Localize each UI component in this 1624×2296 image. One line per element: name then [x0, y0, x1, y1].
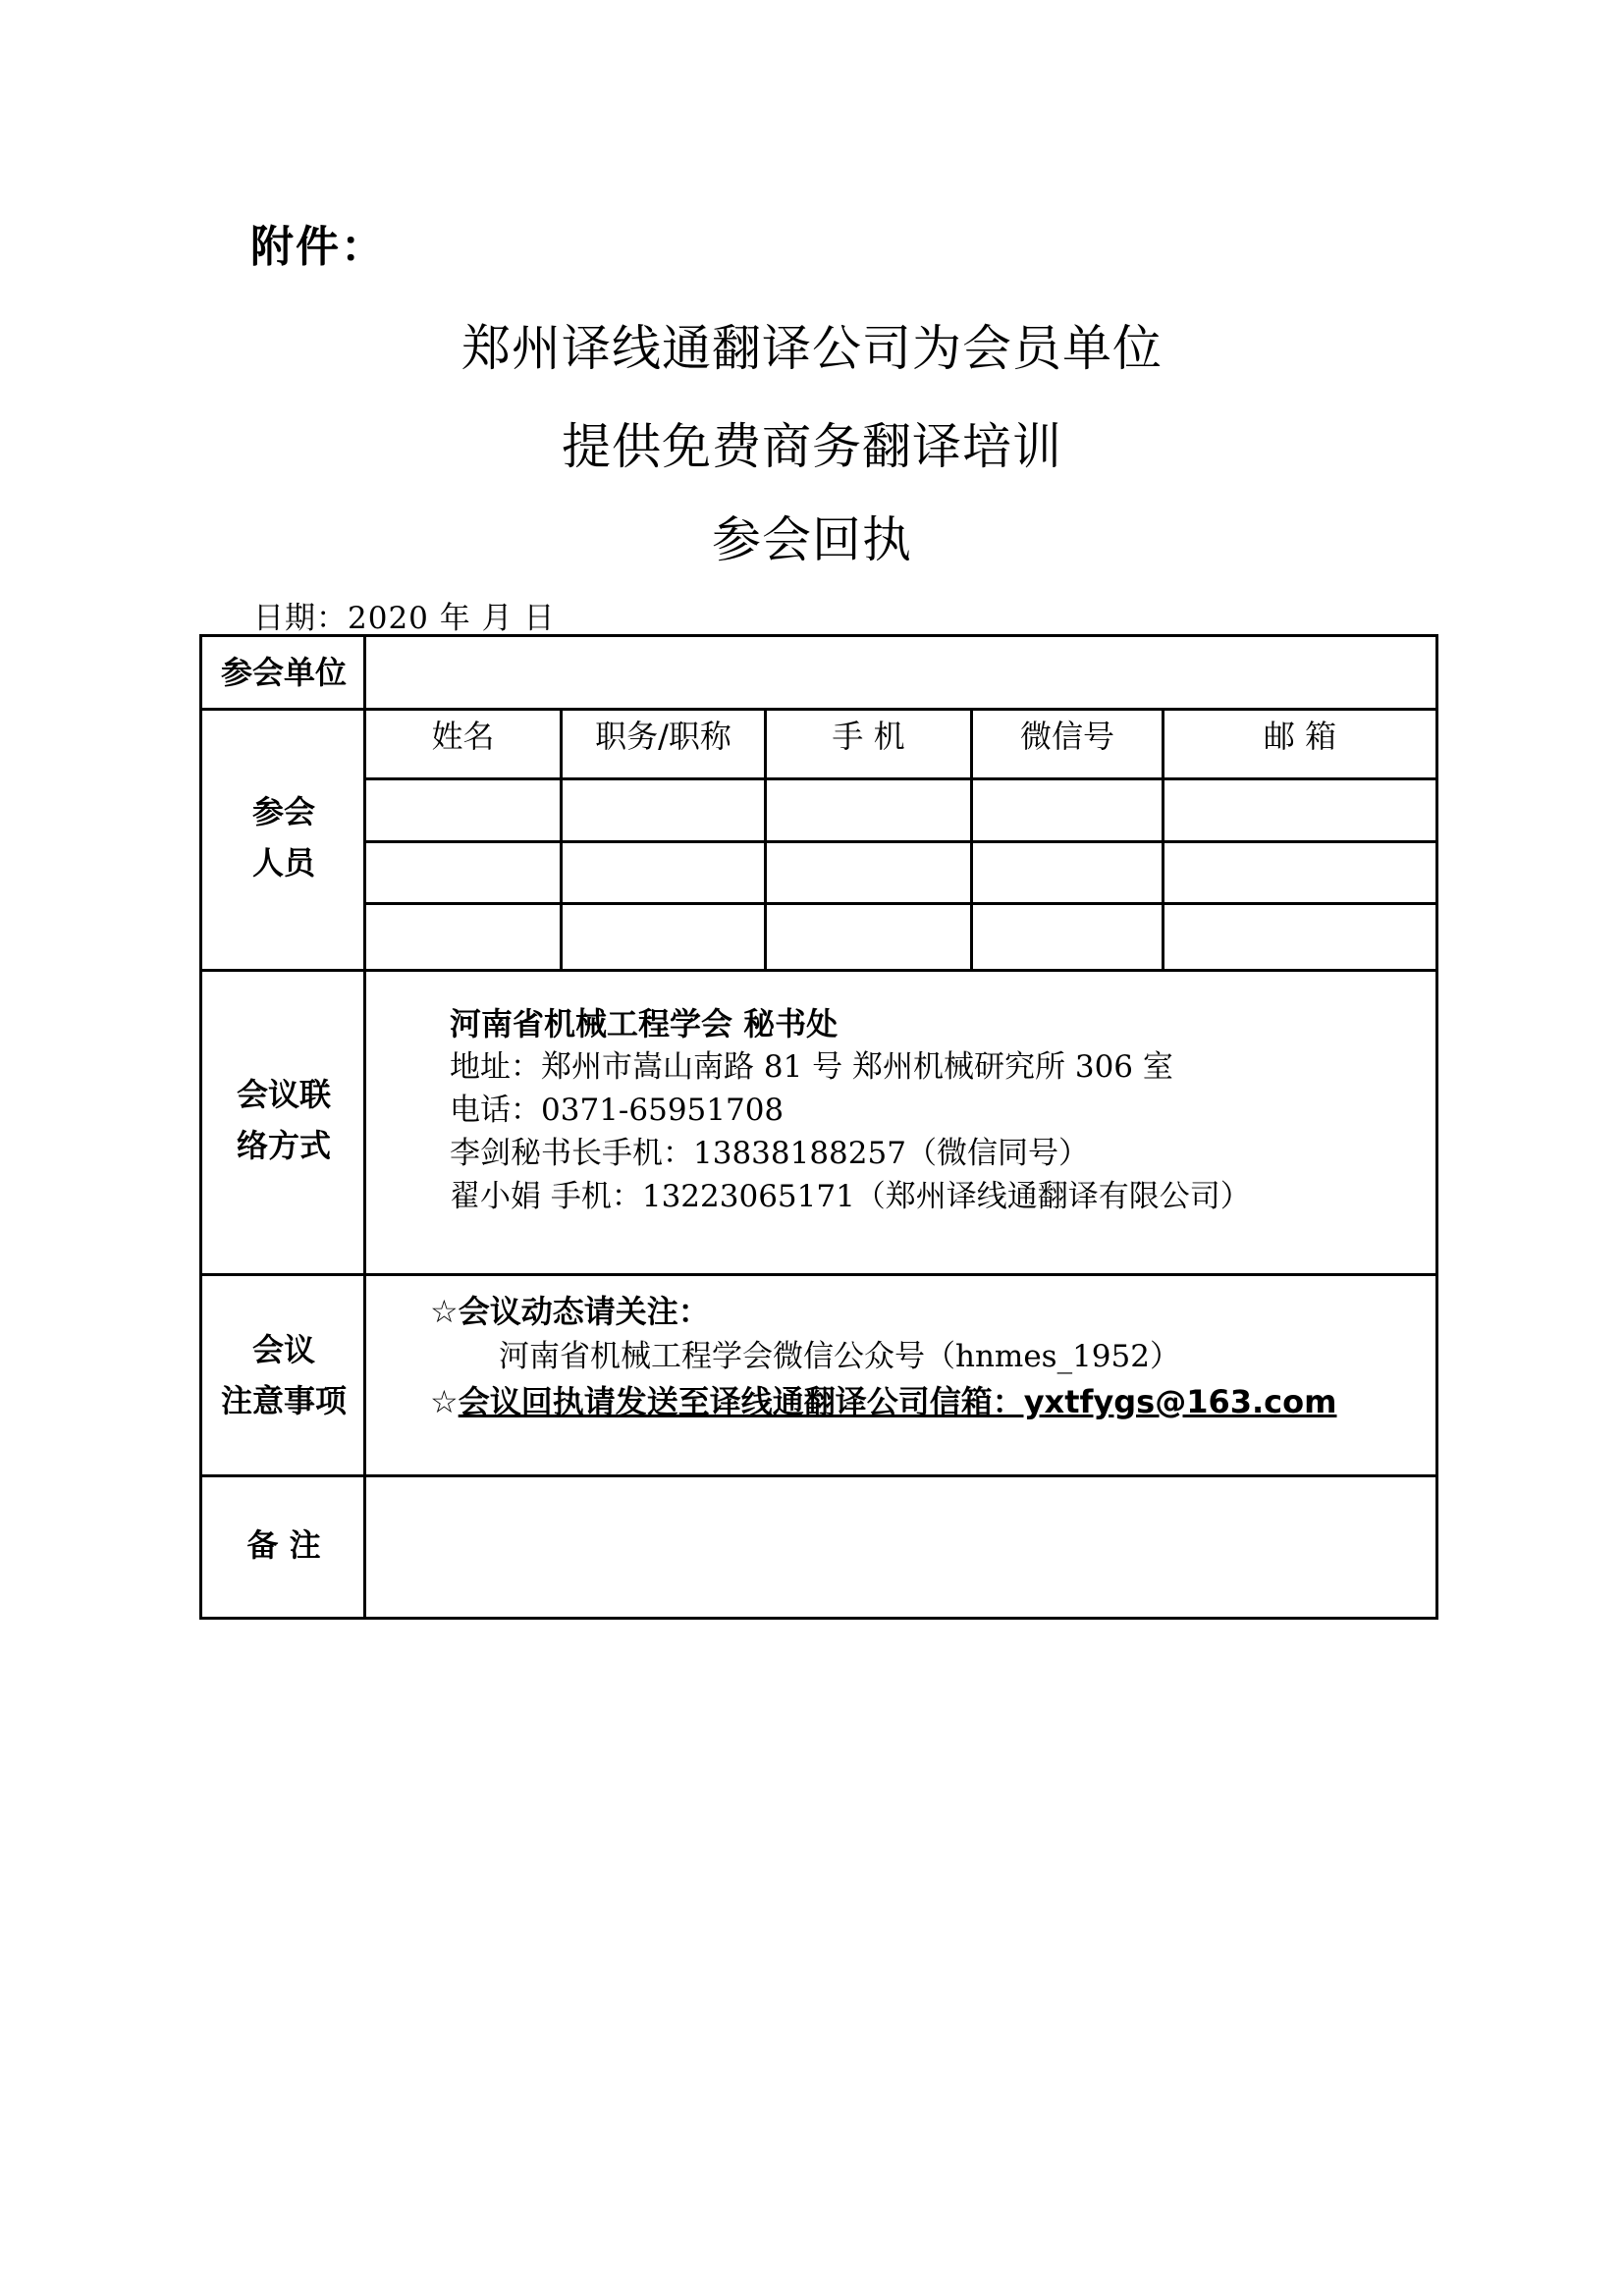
- title-line-3: 参会回执: [712, 511, 912, 568]
- unit-label: 参会单位: [220, 654, 347, 691]
- notice-line-1: [430, 1289, 1336, 1334]
- registration-form: [199, 634, 1438, 1620]
- row-divider: [365, 777, 1435, 780]
- contact-label-line2: 络方式: [236, 1127, 331, 1164]
- column-header-wechat: 微信号: [1019, 718, 1114, 755]
- contact-li: 李剑秘书长手机：13838188257（微信同号）: [450, 1136, 1089, 1171]
- notice-line-2: [430, 1379, 1336, 1424]
- row-divider: [365, 902, 1435, 905]
- notice-label: [202, 1324, 365, 1426]
- attendee-name-cell-1[interactable]: [366, 711, 560, 777]
- notice-head-1: 会议动态请关注：: [458, 1293, 710, 1330]
- contact-label-line1: 会议联: [236, 1076, 331, 1113]
- attachment-label: 附件：: [250, 222, 386, 272]
- notice-details: [430, 1289, 1336, 1424]
- notice-sub-1: 河南省机械工程学会微信公众号（hnmes_1952）: [499, 1339, 1180, 1374]
- contact-zhai: 翟小娟 手机：13223065171（郑州译线通翻译有限公司）: [450, 1179, 1251, 1214]
- contact-address: 地址：郑州市嵩山南路 81 号 郑州机械研究所 306 室: [450, 1049, 1173, 1085]
- notice-label-line1: 会议: [251, 1331, 315, 1368]
- title-line-2: 提供免费商务翻译培训: [562, 418, 1062, 475]
- row-divider: [202, 969, 1435, 972]
- notice-head-2[interactable]: 会议回执请发送至译线通翻译公司信箱：yxtfygs@163.com: [458, 1383, 1337, 1420]
- star-icon: ☆: [430, 1293, 459, 1330]
- column-header-email: 邮 箱: [1263, 718, 1337, 755]
- row-divider: [202, 1474, 1435, 1477]
- contact-details: [450, 1002, 1251, 1218]
- star-icon: ☆: [430, 1383, 459, 1420]
- attendees-label-line2: 人员: [251, 844, 315, 881]
- date-line: 日期：2020 年 月 日: [253, 601, 556, 636]
- column-header-phone: 手 机: [832, 718, 905, 755]
- remarks-label: 备 注: [246, 1526, 321, 1564]
- column-header-name: 姓名: [431, 718, 495, 755]
- contact-phone: 电话：0371-65951708: [450, 1093, 785, 1128]
- contact-org: 河南省机械工程学会 秘书处: [450, 1005, 839, 1042]
- row-divider: [365, 840, 1435, 843]
- notice-label-line2: 注意事项: [220, 1382, 347, 1419]
- row-divider: [202, 1273, 1435, 1276]
- attendees-label-line1: 参会: [251, 793, 315, 830]
- column-header-title: 职务/职称: [595, 718, 731, 755]
- attendees-label: [202, 786, 365, 888]
- contact-label: [202, 1069, 365, 1171]
- title-line-1: 郑州译线通翻译公司为会员单位: [461, 320, 1163, 377]
